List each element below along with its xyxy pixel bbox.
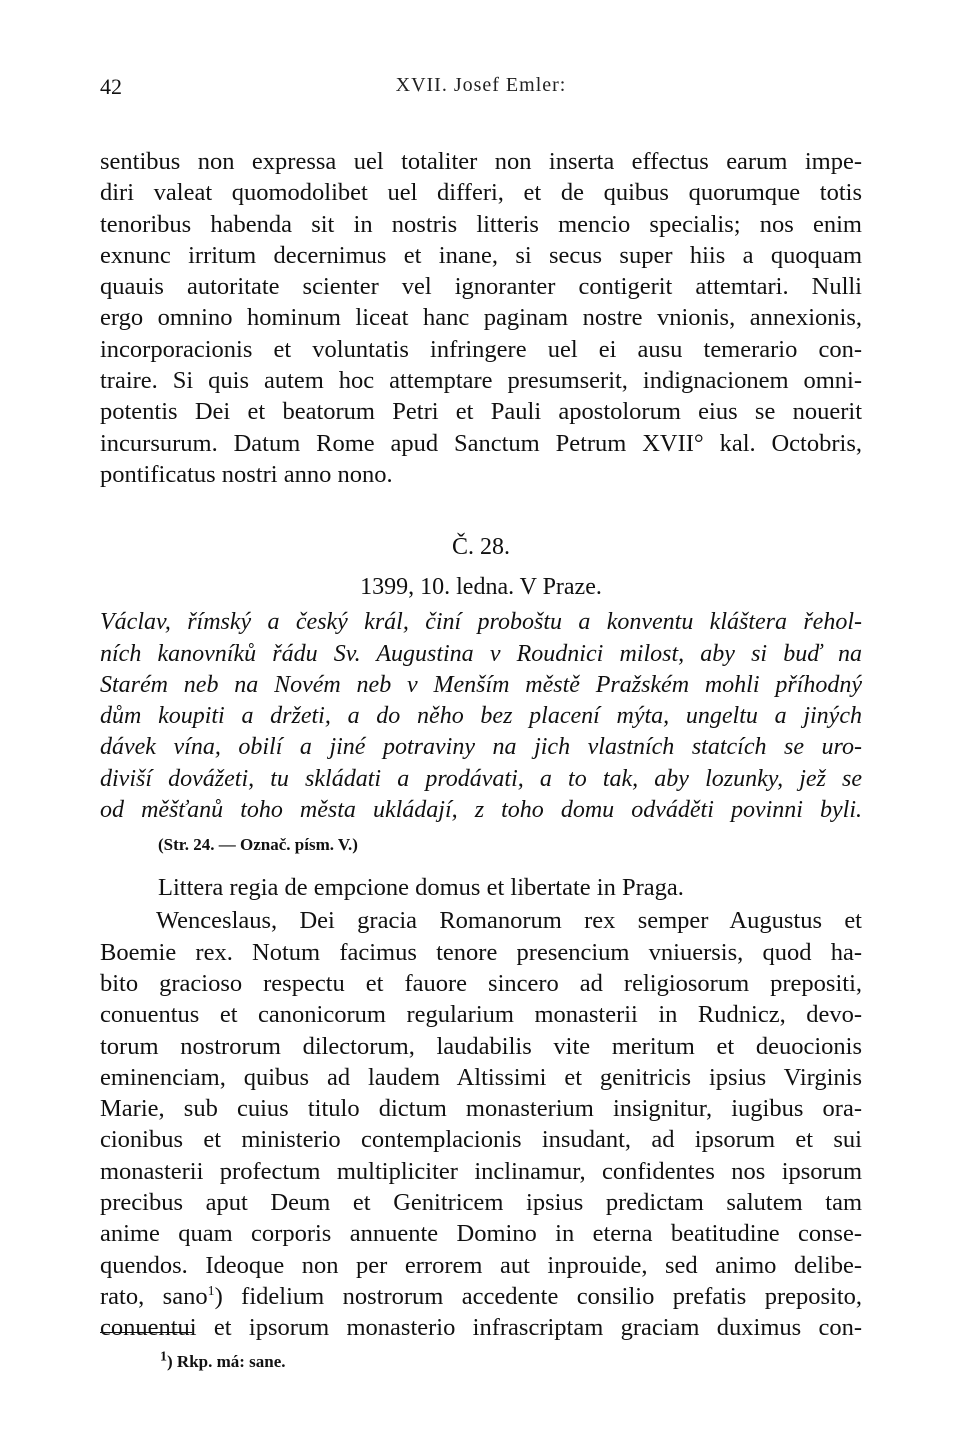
document-title: Littera regia de empcione domus et libertate in Praga. xyxy=(158,874,684,902)
page-number: 42 xyxy=(100,74,122,99)
text-line: quauis autoritate scienter vel ignoranter contigerit attemtari. Nulli xyxy=(100,273,862,301)
page-header xyxy=(100,70,862,106)
text-fragment: rato, sano xyxy=(100,1282,208,1310)
regest-line: dávek vína, obilí a jiné potraviny na jich vlastních statcích se uro- xyxy=(100,734,862,761)
text-line: torum nostrorum dilectorum, laudabilis vite meritum et deuocionis xyxy=(100,1032,862,1060)
regest-line: Starém neb na Novém neb v Menším městě Pražském mohli příhodný xyxy=(100,671,862,698)
text-line: Marie, sub cuius titulo dictum monasterium insignitur, iugibus ora- xyxy=(100,1095,862,1123)
text-line: exnunc irritum decernimus et inane, si secus super hiis a quoquam xyxy=(100,241,862,269)
text-line: potentis Dei et beatorum Petri et Pauli apostolorum eius se nouerit xyxy=(100,398,862,426)
regest-line: od měšťanů toho města ukládají, z toho domu odváděti povinni byli. xyxy=(100,797,862,824)
text-line: anime quam corporis annuente Domino in eterna beatitudine conse- xyxy=(100,1220,862,1248)
text-line: quendos. Ideoque non per errorem aut inprouide, sed animo delibe- xyxy=(100,1251,862,1279)
document-date: 1399, 10. ledna. V Praze. xyxy=(360,574,602,601)
regest-line: dům koupiti a držeti, a do něho bez placení mýta, ungeltu a jiných xyxy=(100,703,862,730)
text-line: eminenciam, quibus ad laudem Altissimi et genitricis ipsius Virginis xyxy=(100,1063,862,1091)
text-line: diri valeat quomodolibet uel differi, et de quibus quorumque totis xyxy=(100,179,862,207)
text-line: precibus aput Deum et Genitricem ipsius predictam salutem tam xyxy=(100,1189,862,1217)
text-line: conuentus et canonicorum regularium monasterii in Rudnicz, devo- xyxy=(100,1001,862,1029)
regest-line: Václav, římský a český král, činí proboštu a konventu kláštera řehol- xyxy=(100,609,862,636)
text-line: incursurum. Datum Rome apud Sanctum Petrum XVII° kal. Octobris, xyxy=(100,429,862,457)
footnote-text: ) Rkp. má: sane. xyxy=(167,1352,286,1371)
regest-summary xyxy=(100,607,862,826)
regest-line: ních kanovníků řádu Sv. Augustina v Roudnici milost, aby si buď na xyxy=(100,640,862,667)
source-note: (Str. 24. — Označ. písm. V.) xyxy=(158,835,358,855)
text-line: cionibus et ministerio contemplacionis insudant, ad ipsorum et sui xyxy=(100,1126,862,1154)
text-line: incorporacionis et voluntatis infringere uel ei ausu temerario con- xyxy=(100,335,862,363)
text-line: conuentui et ipsorum monasterio infrascriptam graciam duximus con- xyxy=(100,1314,862,1342)
text-line: Boemie rex. Notum facimus tenore presencium vniuersis, quod ha- xyxy=(100,938,862,966)
running-head: XVII. Josef Emler: xyxy=(395,74,567,96)
text-line: monasterii profectum multipliciter inclinamur, confidentes nos ipsorum xyxy=(100,1157,862,1185)
text-line: traire. Si quis autem hoc attemptare presumserit, indignacionem omni- xyxy=(100,367,862,395)
page xyxy=(100,70,862,1344)
text-fragment: ) fidelium nostrorum accedente consilio prefatis preposito, xyxy=(214,1282,863,1310)
footnote-marker: 1 xyxy=(160,1349,167,1365)
footnote-reference: 1 xyxy=(207,1283,215,1299)
text-line: pontificatus nostri anno nono. xyxy=(100,460,393,488)
text-line: ergo omnino hominum liceat hanc paginam nostre vnionis, annexionis, xyxy=(100,304,862,332)
text-line-with-footnote xyxy=(100,1281,862,1312)
text-line: Wenceslaus, Dei gracia Romanorum rex semper Augustus et xyxy=(156,907,862,935)
document-number: Č. 28. xyxy=(451,534,510,561)
text-line: tenoribus habenda sit in nostris litteris mencio specialis; nos enim xyxy=(100,210,862,238)
text-line: bito gracioso respectu et fauore sincero ad religiosorum prepositi, xyxy=(100,969,862,997)
regest-line: diviší dovážeti, tu skládati a prodávati, a to tak, aby lozunky, jež se xyxy=(100,765,862,792)
document-body xyxy=(100,905,862,1343)
text-line: sentibus non expressa uel totaliter non inserta effectus earum impe- xyxy=(100,148,862,175)
continued-paragraph xyxy=(100,146,862,490)
footnote-divider xyxy=(100,1332,192,1333)
footnote xyxy=(160,1350,286,1374)
